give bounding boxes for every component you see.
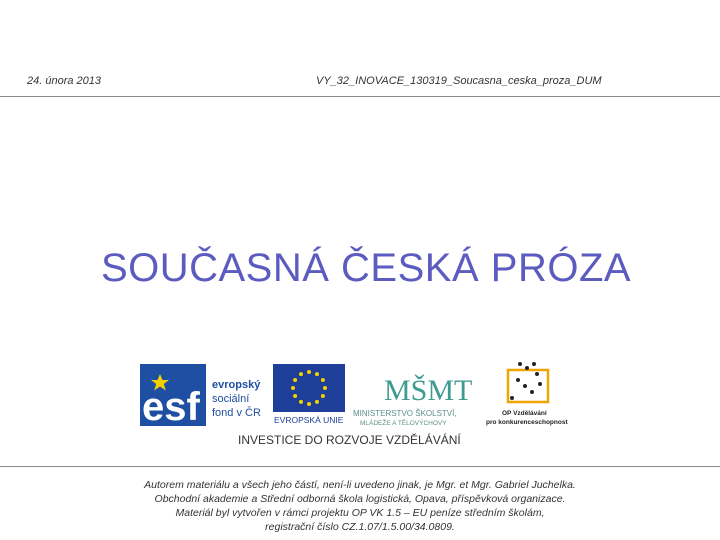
esf-logo bbox=[140, 364, 261, 429]
eu-star-icon bbox=[321, 394, 325, 398]
footer-line: registrační číslo CZ.1.07/1.5.00/34.0809. bbox=[265, 521, 455, 533]
footer-divider bbox=[0, 466, 720, 467]
eu-star-icon bbox=[293, 394, 297, 398]
msmt-line1: MINISTERSTVO ŠKOLSTVÍ, bbox=[353, 409, 457, 418]
eu-star-icon bbox=[321, 378, 325, 382]
op-line2: pro konkurenceschopnost bbox=[486, 419, 568, 426]
footer-line: Autorem materiálu a všech jeho částí, není-li uvedeno jinak, je Mgr. et Mgr. Gabriel Juchelka. bbox=[144, 479, 576, 491]
eu-star-icon bbox=[299, 372, 303, 376]
slide-title: SOUČASNÁ ČESKÁ PRÓZA bbox=[100, 246, 632, 290]
eu-label: EVROPSKÁ UNIE bbox=[274, 415, 344, 425]
op-line1: OP Vzdělávání bbox=[502, 410, 547, 417]
msmt-line2: MLÁDEŽE A TĚLOVÝCHOVY bbox=[360, 420, 447, 427]
eu-flag-logo bbox=[273, 364, 345, 425]
esf-line2: sociální bbox=[212, 393, 250, 405]
footer-line: Materiál byl vytvořen v rámci projektu OP VK 1.5 – EU peníze středním školám, bbox=[175, 507, 545, 519]
header-document-code: VY_32_INOVACE_130319_Soucasna_ceska_proza_DUM bbox=[316, 75, 602, 87]
esf-mark: esf bbox=[142, 385, 200, 429]
footer-line: Obchodní akademie a Střední odborná škola logistická, Opava, příspěvková organizace. bbox=[154, 493, 566, 505]
eu-star-icon bbox=[307, 402, 311, 406]
header-date: 24. února 2013 bbox=[27, 75, 102, 87]
esf-line1: evropský bbox=[212, 379, 261, 391]
eu-star-icon bbox=[323, 386, 327, 390]
logo-strip bbox=[138, 358, 578, 453]
msmt-logo bbox=[353, 374, 472, 427]
msmt-mark: MŠMT bbox=[384, 374, 473, 407]
eu-star-icon bbox=[291, 386, 295, 390]
footer-credits bbox=[60, 478, 660, 534]
eu-star-icon bbox=[293, 378, 297, 382]
eu-star-icon bbox=[307, 370, 311, 374]
eu-star-icon bbox=[299, 400, 303, 404]
header-divider bbox=[0, 96, 720, 97]
esf-line3: fond v ČR bbox=[212, 407, 261, 419]
op-logo bbox=[486, 362, 568, 426]
logo-tagline: INVESTICE DO ROZVOJE VZDĚLÁVÁNÍ bbox=[238, 433, 461, 447]
eu-star-icon bbox=[315, 400, 319, 404]
eu-star-icon bbox=[315, 372, 319, 376]
